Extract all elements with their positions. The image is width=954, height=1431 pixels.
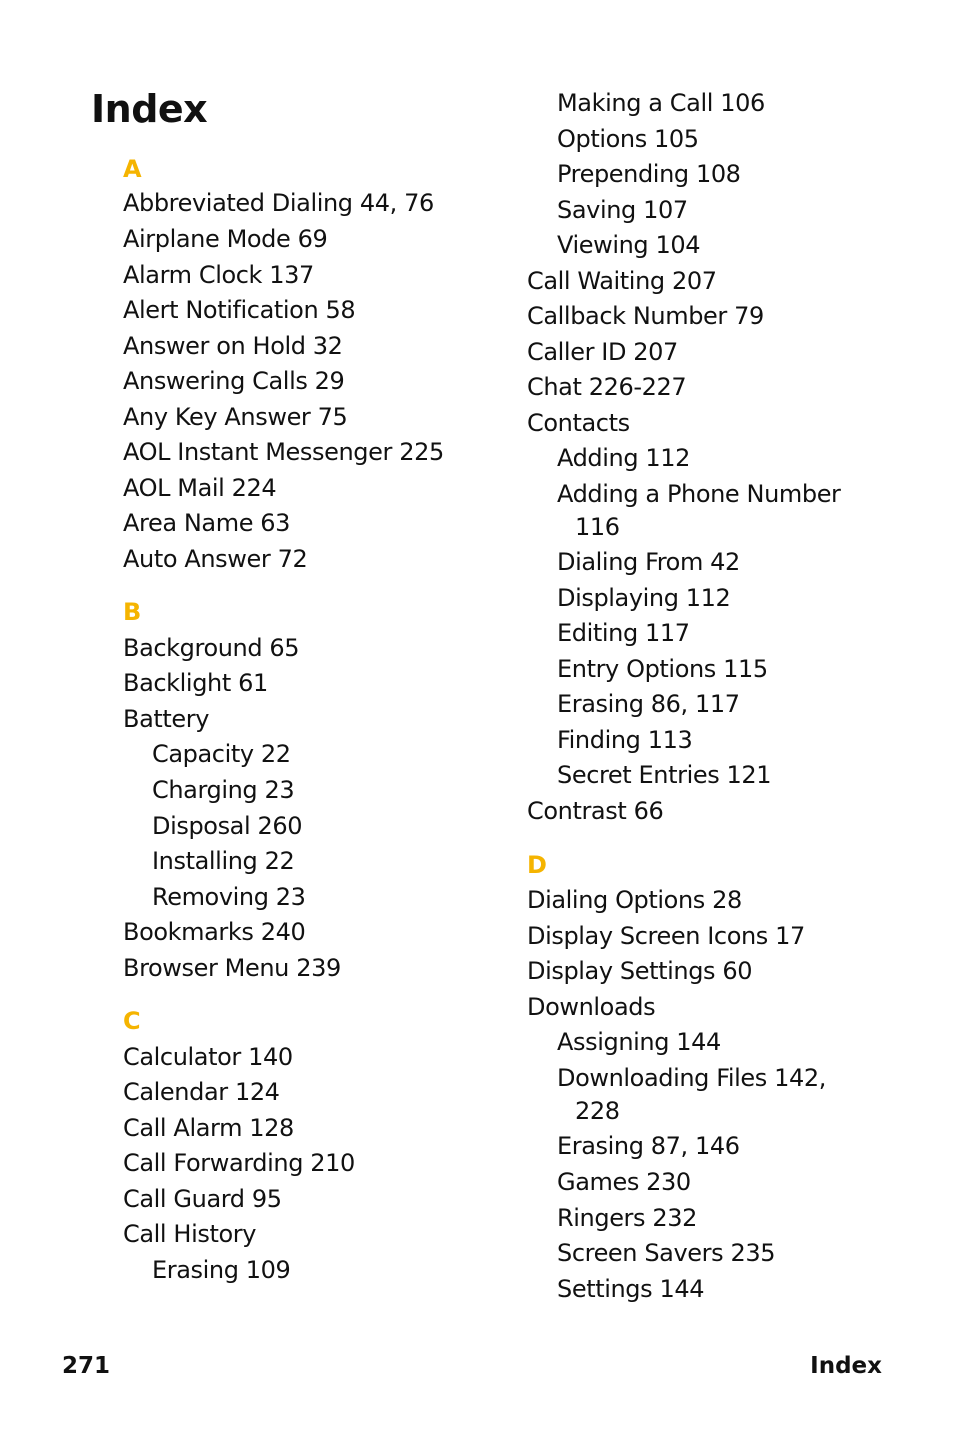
index-subentry: Erasing 87, 146 — [557, 1132, 740, 1160]
index-entry: Backlight 61 — [123, 669, 268, 697]
index-entry: Any Key Answer 75 — [123, 403, 348, 431]
section-letter-a: A — [123, 155, 142, 183]
index-entry: Call Waiting 207 — [527, 267, 717, 295]
index-entry: Call History — [123, 1220, 257, 1248]
index-subentry: Assigning 144 — [557, 1028, 721, 1056]
index-subentry: Disposal 260 — [152, 812, 303, 840]
index-subentry: Finding 113 — [557, 726, 693, 754]
index-subentry: Screen Savers 235 — [557, 1239, 776, 1267]
index-entry: Bookmarks 240 — [123, 918, 306, 946]
footer-section-title: Index — [810, 1353, 882, 1379]
index-entry: Call Forwarding 210 — [123, 1149, 355, 1177]
index-subentry: Options 105 — [557, 125, 699, 153]
index-subentry: Displaying 112 — [557, 584, 731, 612]
index-subentry: Editing 117 — [557, 619, 690, 647]
index-subentry: Dialing From 42 — [557, 548, 740, 576]
index-entry: AOL Instant Messenger 225 — [123, 438, 444, 466]
page-number: 271 — [62, 1353, 111, 1379]
index-entry: Alert Notification 58 — [123, 296, 356, 324]
index-subentry: Prepending 108 — [557, 160, 741, 188]
index-entry: Alarm Clock 137 — [123, 261, 314, 289]
index-entry: Callback Number 79 — [527, 302, 764, 330]
index-entry: Contacts — [527, 409, 630, 437]
index-subentry: Games 230 — [557, 1168, 691, 1196]
index-subentry: Removing 23 — [152, 883, 306, 911]
index-entry: Dialing Options 28 — [527, 886, 742, 914]
index-entry: Display Screen Icons 17 — [527, 922, 805, 950]
index-entry: Calculator 140 — [123, 1043, 293, 1071]
index-entry: Display Settings 60 — [527, 957, 753, 985]
index-entry: Call Alarm 128 — [123, 1114, 294, 1142]
index-entry: Background 65 — [123, 634, 300, 662]
index-entry: Caller ID 207 — [527, 338, 678, 366]
index-entry: AOL Mail 224 — [123, 474, 277, 502]
index-subentry: Entry Options 115 — [557, 655, 768, 683]
index-subentry: Viewing 104 — [557, 231, 701, 259]
index-subentry: Ringers 232 — [557, 1204, 697, 1232]
index-subentry: Downloading Files 142, — [557, 1064, 826, 1092]
index-entry: Battery — [123, 705, 210, 733]
page-title: Index — [91, 87, 208, 131]
index-entry: Calendar 124 — [123, 1078, 280, 1106]
index-entry: Abbreviated Dialing 44, 76 — [123, 189, 434, 217]
index-subentry: Charging 23 — [152, 776, 295, 804]
index-entry: Contrast 66 — [527, 797, 664, 825]
index-entry: Call Guard 95 — [123, 1185, 282, 1213]
index-entry: Airplane Mode 69 — [123, 225, 328, 253]
index-subentry: Adding a Phone Number — [557, 480, 841, 508]
index-subentry: Making a Call 106 — [557, 89, 765, 117]
index-subentry: Adding 112 — [557, 444, 691, 472]
index-entry: Downloads — [527, 993, 656, 1021]
index-subentry: Erasing 86, 117 — [557, 690, 740, 718]
index-subentry-continuation: 116 — [575, 513, 620, 541]
section-letter-d: D — [527, 851, 547, 879]
index-subentry: Secret Entries 121 — [557, 761, 772, 789]
index-entry: Answer on Hold 32 — [123, 332, 343, 360]
index-subentry: Settings 144 — [557, 1275, 705, 1303]
index-subentry: Erasing 109 — [152, 1256, 291, 1284]
index-entry: Browser Menu 239 — [123, 954, 341, 982]
index-entry: Auto Answer 72 — [123, 545, 308, 573]
index-subentry: Capacity 22 — [152, 740, 291, 768]
section-letter-c: C — [123, 1007, 141, 1035]
section-letter-b: B — [123, 598, 142, 626]
index-entry: Area Name 63 — [123, 509, 291, 537]
index-entry: Chat 226-227 — [527, 373, 687, 401]
index-subentry: Saving 107 — [557, 196, 688, 224]
index-subentry: Installing 22 — [152, 847, 295, 875]
index-subentry-continuation: 228 — [575, 1097, 620, 1125]
index-entry: Answering Calls 29 — [123, 367, 345, 395]
